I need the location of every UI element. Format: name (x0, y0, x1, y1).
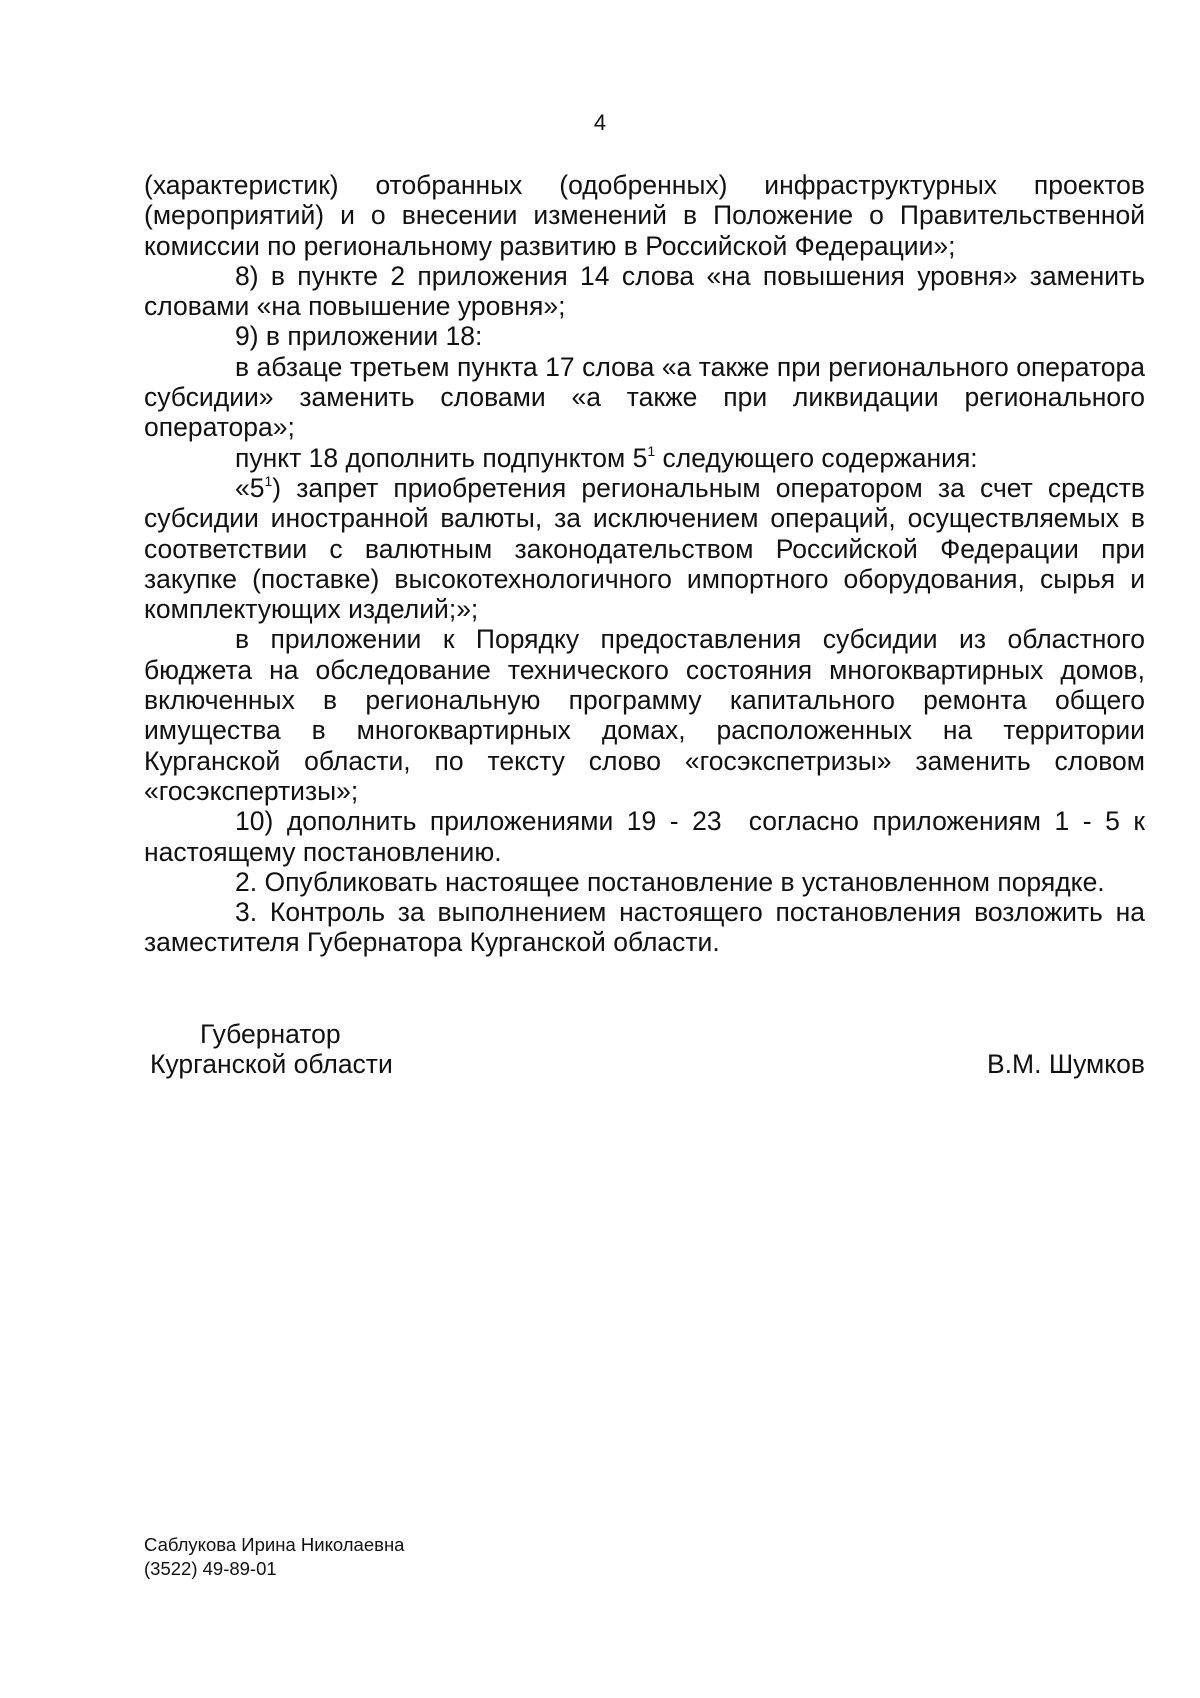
superscript: 1 (264, 472, 273, 489)
paragraph (144, 443, 1145, 473)
paragraph (144, 352, 1145, 443)
paragraph-text: 3. Контроль за выполнением настоящего постановления возложить на заместителя Губернатора Курганской области. (144, 897, 1145, 958)
signatory-title-line1: Губернатор (200, 1019, 341, 1049)
paragraph (144, 170, 1145, 261)
executor-phone: (3522) 49-89-01 (144, 1558, 277, 1579)
paragraph-text: 10) дополнить приложениями 19 - 23 согласно приложениям 1 - 5 к настоящему постановлению. (144, 806, 1153, 867)
paragraph-text: «5 (235, 472, 265, 503)
executor-block (144, 1533, 404, 1581)
paragraph-text: 2. Опубликовать настоящее постановление в установленном порядке. (235, 866, 1105, 897)
page-number: 4 (593, 110, 607, 135)
paragraph-text: 9) в приложении 18: (235, 321, 483, 352)
paragraph (144, 897, 1145, 958)
executor-name: Саблукова Ирина Николаевна (144, 1534, 405, 1555)
paragraph-text: (характеристик) отобранных (одобренных) инфраструктурных проектов (мероприятий) и о внесении изменений в Положение о Правительственной комиссии по региональному развитию в Российской Федерации»; (144, 170, 1145, 261)
paragraph (144, 624, 1145, 806)
paragraph-text: пункт 18 дополнить подпунктом 5 (235, 442, 648, 473)
paragraph-text-after: следующего содержания: (655, 442, 978, 473)
paragraph-text: в приложении к Порядку предоставления субсидии из областного бюджета на обследование технического состояния многоквартирных домов, включенных в региональную программу капитального ремонта общего имущества в многоквартирных домах, расположенных на территории Курганской области, по тексту слово «госэкспетризы» заменить словом «госэкспертизы»; (144, 624, 1145, 806)
superscript: 1 (647, 442, 656, 459)
paragraph-text-after: ) запрет приобретения региональным оператором за счет средств субсидии иностранной валюты, за исключением операций, осуществляемых в соответствии с валютным законодательством Российской Федерации при закупке (поставке) высокотехнологичного импортного оборудования, сырья и комплектующих изделий;»; (144, 472, 1145, 625)
document-body (144, 170, 1153, 958)
paragraph (144, 261, 1145, 322)
paragraph (144, 806, 1153, 867)
paragraph (144, 473, 1145, 624)
signatory-title-line2: Курганской области (150, 1049, 393, 1079)
paragraph (144, 321, 1145, 351)
paragraph (144, 867, 1145, 897)
paragraph-text: в абзаце третьем пункта 17 слова «а также при регионального оператора субсидии» заменить словами «а также при ликвидации регионального оператора»; (144, 351, 1145, 443)
signatory-name: В.М. Шумков (986, 1049, 1145, 1079)
paragraph-text: 8) в пункте 2 приложения 14 слова «на повышения уровня» заменить словами «на повышение уровня»; (144, 260, 1145, 322)
